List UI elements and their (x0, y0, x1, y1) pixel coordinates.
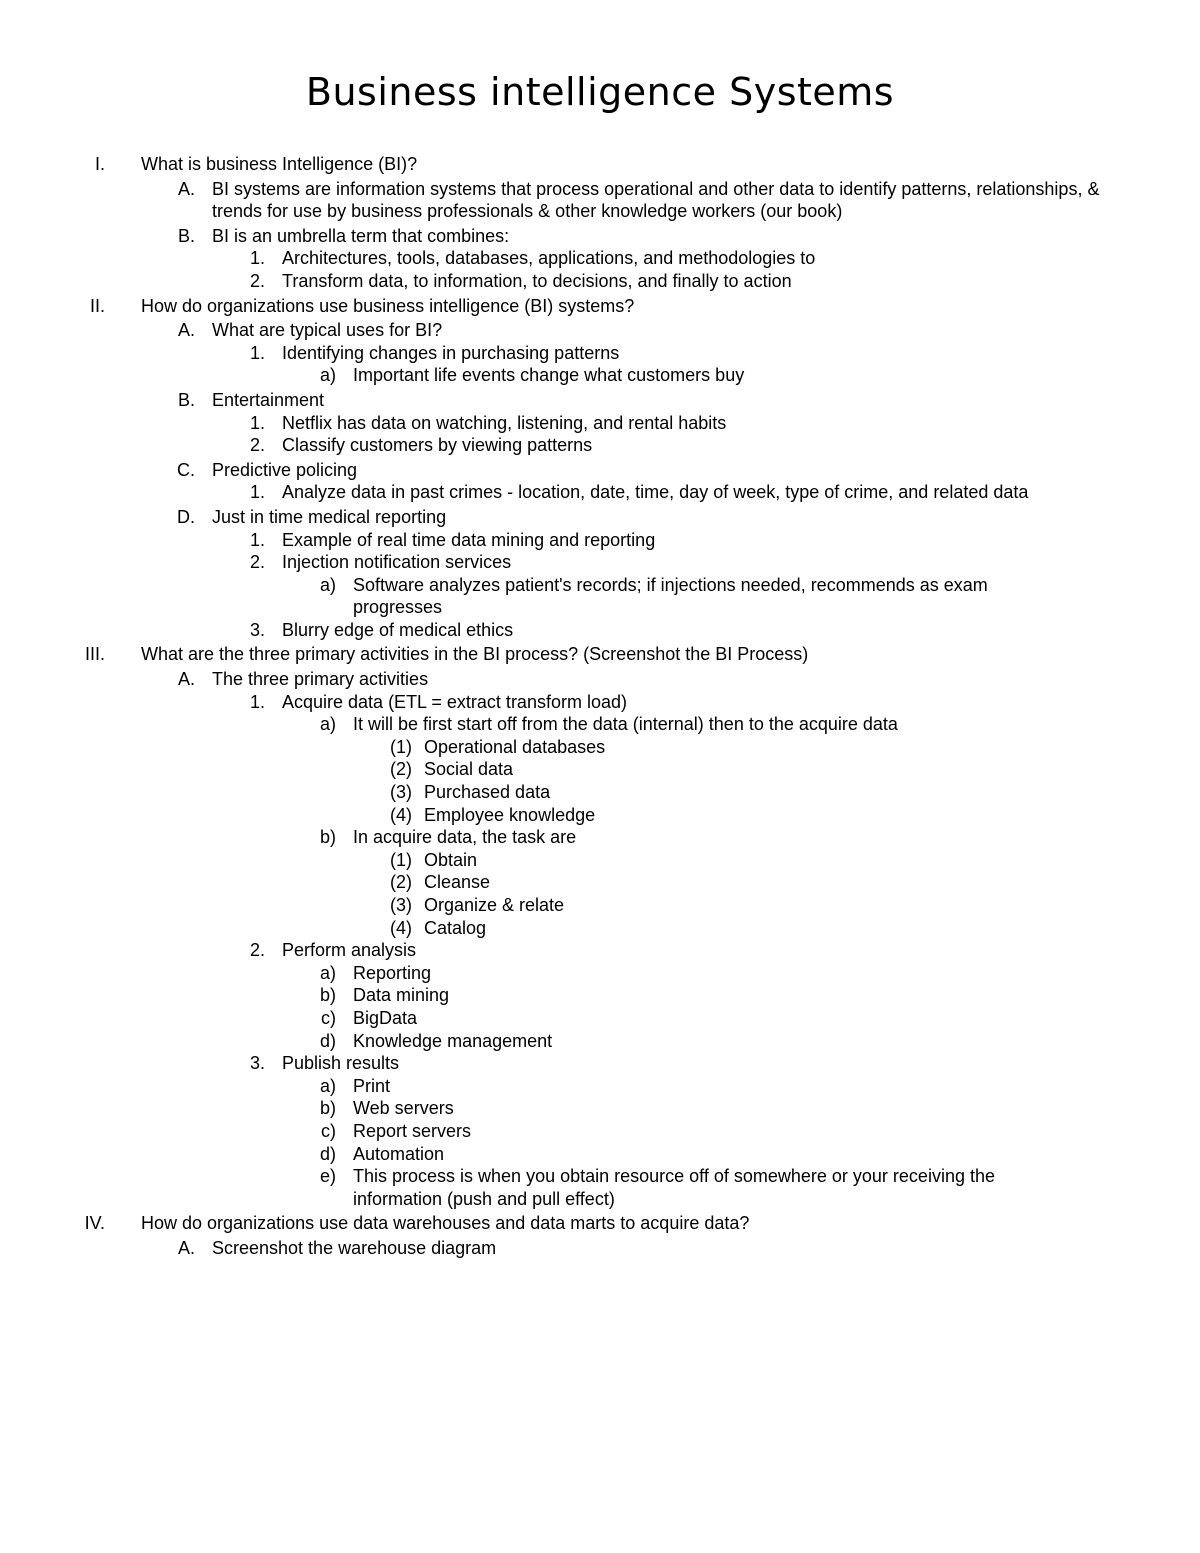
outline-text: Software analyzes patient's records; if injections needed, recommends as exam progresses (353, 574, 988, 618)
outline-marker: IV. (84, 1213, 105, 1234)
outline-marker: (4) (390, 804, 412, 825)
outline-marker: d) (319, 1143, 336, 1164)
outline-item-level-4 (0, 1030, 1200, 1053)
outline-text: Social data (424, 759, 514, 780)
outline-marker: c) (321, 1120, 336, 1141)
outline-item-level-5 (0, 894, 1200, 917)
outline-item-level-5 (0, 781, 1200, 804)
outline-marker: (1) (390, 849, 412, 870)
outline-text: Cleanse (424, 872, 491, 893)
outline-marker: a) (319, 574, 336, 595)
outline-item-level-1 (0, 295, 1200, 318)
outline-marker: a) (319, 365, 336, 386)
outline-marker: 2. (249, 552, 265, 573)
outline-text: Netflix has data on watching, listening, and rental habits (282, 412, 727, 433)
outline-text: How do organizations use business intelligence (BI) systems? (141, 295, 635, 316)
outline-text: Predictive policing (212, 459, 358, 480)
outline-marker: A. (177, 320, 195, 341)
outline-item-level-2 (0, 1237, 1200, 1260)
outline-text: Just in time medical reporting (212, 506, 447, 527)
outline-text: Purchased data (424, 782, 551, 803)
outline-item-level-4 (0, 1097, 1200, 1120)
page-title: Business intelligence Systems (305, 70, 895, 114)
outline-marker: A. (177, 1237, 195, 1258)
outline-text: BigData (353, 1007, 418, 1028)
outline-text: Reporting (353, 962, 432, 983)
outline-marker: (3) (390, 782, 412, 803)
outline-text: BI is an umbrella term that combines: (212, 225, 510, 246)
outline-item-level-1 (0, 643, 1200, 666)
outline-text: Classify customers by viewing patterns (282, 435, 593, 456)
outline-text: What are the three primary activities in the BI process? (Screenshot the BI Process) (141, 644, 809, 665)
outline-marker: (2) (390, 759, 412, 780)
outline-text: Perform analysis (282, 940, 417, 961)
outline-item-level-5 (0, 917, 1200, 940)
outline-item-level-3 (0, 691, 1200, 714)
outline-text: Important life events change what customers buy (353, 365, 745, 386)
outline-marker: d) (319, 1030, 336, 1051)
outline-item-level-2 (0, 319, 1200, 342)
outline-marker: b) (319, 827, 336, 848)
outline-text: Acquire data (ETL = extract transform load) (282, 691, 627, 712)
outline-marker: A. (177, 178, 195, 199)
outline-text: Data mining (353, 985, 450, 1006)
outline-item-level-4 (0, 984, 1200, 1007)
outline-text: What is business Intelligence (BI)? (141, 154, 418, 174)
outline-item-level-4 (0, 1007, 1200, 1030)
outline-text: Blurry edge of medical ethics (282, 619, 514, 640)
outline-text: Obtain (424, 849, 478, 870)
outline-marker: 1. (249, 248, 265, 269)
outline-marker: 1. (249, 529, 265, 550)
outline-marker: II. (89, 295, 105, 316)
outline-item-level-3 (0, 270, 1200, 293)
outline-marker: a) (319, 962, 336, 983)
outline-text: Screenshot the warehouse diagram (212, 1237, 497, 1258)
outline-text: Catalog (424, 917, 487, 938)
outline-item-level-2 (0, 225, 1200, 248)
outline-text: In acquire data, the task are (353, 827, 577, 848)
outline-text: Automation (353, 1143, 445, 1164)
outline-text: Entertainment (212, 389, 325, 410)
outline-marker: D. (177, 506, 195, 527)
outline-text: What are typical uses for BI? (212, 320, 443, 341)
outline-item-level-3 (0, 342, 1200, 365)
outline-item-level-5 (0, 871, 1200, 894)
outline-item-level-3 (0, 551, 1200, 574)
outline-text: The three primary activities (212, 669, 429, 690)
outline-marker: (3) (390, 895, 412, 915)
outline-item-level-4 (0, 1143, 1200, 1166)
outline-text: Organize & relate (424, 895, 565, 915)
outline-text: BI systems are information systems that process operational and other data to identify patterns, relationships, & trends for use by business professionals & other knowledge workers (our book) (212, 178, 1100, 222)
outline-item-level-3 (0, 434, 1200, 457)
outline-text: Web servers (353, 1098, 454, 1119)
outline-item-level-2 (0, 459, 1200, 482)
outline-text: Operational databases (424, 736, 606, 757)
outline-text: Publish results (282, 1053, 400, 1074)
outline-item-level-4 (0, 962, 1200, 985)
outline-item-level-5 (0, 758, 1200, 781)
outline-marker: C. (177, 459, 195, 480)
outline-marker: (2) (390, 872, 412, 893)
outline-marker: 1. (249, 342, 265, 363)
outline-marker: A. (177, 669, 195, 690)
outline-text: Example of real time data mining and reporting (282, 529, 656, 550)
outline-item-level-3 (0, 412, 1200, 435)
outline-item-level-3 (0, 939, 1200, 962)
outline-text: This process is when you obtain resource off of somewhere or your receiving the information (push and pull effect) (353, 1166, 995, 1209)
outline-item-level-5 (0, 804, 1200, 827)
outline-item-level-4 (0, 574, 1200, 619)
outline-marker: 1. (249, 412, 265, 433)
outline-item-level-4 (0, 826, 1200, 849)
outline-marker: e) (319, 1166, 336, 1187)
outline-marker: 2. (249, 270, 265, 291)
outline-item-level-3 (0, 481, 1200, 504)
outline-item-level-4 (0, 1075, 1200, 1098)
outline-text: Identifying changes in purchasing patterns (282, 342, 620, 363)
outline-marker: B. (177, 389, 195, 410)
outline-item-level-1 (0, 153, 1200, 176)
outline-marker: 1. (249, 691, 265, 712)
outline-item-level-4 (0, 1165, 1200, 1210)
outline-item-level-5 (0, 849, 1200, 872)
outline-item-level-3 (0, 247, 1200, 270)
outline-marker: 3. (249, 1053, 265, 1074)
outline-text: Employee knowledge (424, 804, 596, 825)
outline-marker: 2. (249, 435, 265, 456)
outline-text: It will be first start off from the data (internal) then to the acquire data (353, 714, 898, 735)
outline-item-level-2 (0, 668, 1200, 691)
outline-text: Report servers (353, 1120, 472, 1141)
outline-marker: B. (177, 225, 195, 246)
outline-item-level-2 (0, 389, 1200, 412)
outline-item-level-4 (0, 1120, 1200, 1143)
outline-item-level-5 (0, 736, 1200, 759)
outline-item-level-4 (0, 713, 1200, 736)
outline-text: Transform data, to information, to decisions, and finally to action (282, 270, 792, 291)
outline-text: Print (353, 1075, 391, 1096)
outline-item-level-2 (0, 178, 1200, 223)
outline-marker: 1. (249, 482, 265, 503)
outline-item-level-3 (0, 529, 1200, 552)
outline-item-level-3 (0, 1052, 1200, 1075)
outline-item-level-1 (0, 1212, 1200, 1235)
outline-text: How do organizations use data warehouses and data marts to acquire data? (141, 1213, 750, 1234)
outline-item-level-3 (0, 619, 1200, 642)
outline-marker: b) (319, 1098, 336, 1119)
outline-text: Injection notification services (282, 552, 512, 573)
outline-marker: III. (84, 644, 105, 665)
outline-marker: b) (319, 985, 336, 1006)
outline-marker: (1) (390, 736, 412, 757)
outline-marker: 3. (249, 619, 265, 640)
outline-marker: I. (94, 154, 105, 174)
outline-item-level-4 (0, 364, 1200, 387)
outline-marker: c) (321, 1007, 336, 1028)
outline-marker: 2. (249, 940, 265, 961)
outline-text: Analyze data in past crimes - location, date, time, day of week, type of crime, and related data (282, 482, 1029, 503)
outline-marker: a) (319, 714, 336, 735)
outline-text: Knowledge management (353, 1030, 553, 1051)
outline-text: Architectures, tools, databases, applications, and methodologies to (282, 248, 816, 269)
outline-item-level-2 (0, 506, 1200, 529)
outline-marker: a) (319, 1075, 336, 1096)
outline-marker: (4) (390, 917, 412, 938)
outline-list (0, 151, 1200, 1260)
